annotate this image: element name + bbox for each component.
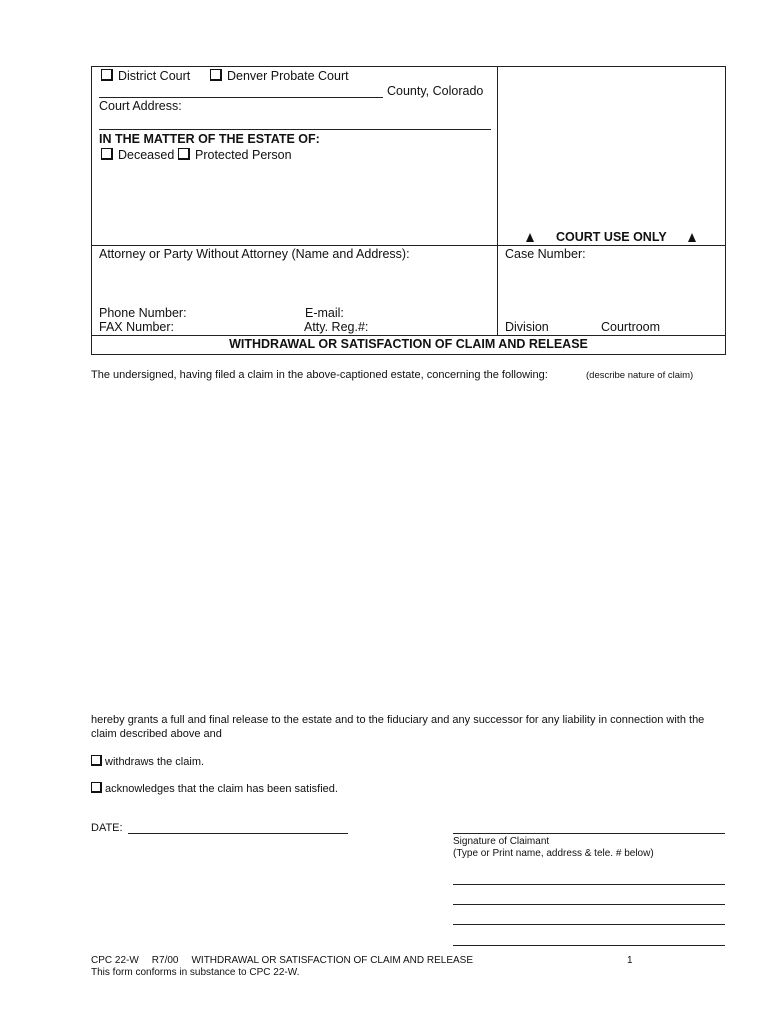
box-top-border: [91, 66, 726, 67]
date-label: DATE:: [91, 822, 123, 834]
estate-heading: IN THE MATTER OF THE ESTATE OF:: [99, 132, 320, 146]
date-blank[interactable]: [128, 833, 348, 834]
checkbox-icon[interactable]: [101, 69, 113, 81]
intro-text: The undersigned, having filed a claim in the above-captioned estate, concerning the following:: [91, 369, 548, 381]
county-blank[interactable]: [99, 97, 383, 98]
release-text-line1: hereby grants a full and final release to the estate and to the fiduciary and any successor for any liability in connection with the: [91, 714, 705, 726]
page-number: 1: [627, 955, 633, 966]
checkbox-icon[interactable]: [101, 148, 113, 160]
checkbox-icon[interactable]: [210, 69, 222, 81]
release-text-line2: claim described above and: [91, 728, 222, 740]
box-left-border: [91, 66, 92, 355]
box-right-border: [725, 66, 726, 355]
court-address-blank[interactable]: [99, 129, 491, 130]
court-use-only-label: COURT USE ONLY: [556, 230, 667, 244]
form-title: WITHDRAWAL OR SATISFACTION OF CLAIM AND RELEASE: [229, 337, 588, 351]
case-number-label: Case Number:: [505, 247, 586, 261]
footer-conformance: This form conforms in substance to CPC 22-W.: [91, 967, 300, 978]
division-label: Division: [505, 320, 549, 334]
arrow-up-icon: [688, 233, 696, 242]
protected-person-option[interactable]: Protected Person: [178, 148, 292, 162]
claimant-info-line[interactable]: [453, 924, 725, 925]
atty-reg-label: Atty. Reg.#:: [304, 320, 369, 334]
county-label: County, Colorado: [387, 84, 484, 98]
checkbox-icon[interactable]: [91, 782, 102, 793]
court-address-label: Court Address:: [99, 99, 182, 113]
denver-probate-court-option[interactable]: Denver Probate Court: [210, 69, 349, 83]
signature-label: Signature of Claimant: [453, 836, 550, 847]
checkbox-icon[interactable]: [178, 148, 190, 160]
deceased-option[interactable]: Deceased: [101, 148, 174, 162]
claimant-info-line[interactable]: [453, 884, 725, 885]
phone-label: Phone Number:: [99, 306, 187, 320]
signature-hint: (Type or Print name, address & tele. # below): [453, 848, 654, 859]
arrow-up-icon: [526, 233, 534, 242]
fax-label: FAX Number:: [99, 320, 175, 334]
checkbox-icon[interactable]: [91, 755, 102, 766]
withdraw-option[interactable]: withdraws the claim.: [91, 755, 204, 768]
claimant-info-line[interactable]: [453, 945, 725, 946]
box-bottom-border: [91, 354, 726, 355]
district-court-option[interactable]: District Court: [101, 69, 190, 83]
intro-hint: (describe nature of claim): [586, 370, 694, 381]
courtroom-label: Courtroom: [601, 320, 661, 334]
footer-line1: CPC 22-W R7/00 WITHDRAWAL OR SATISFACTION OF CLAIM AND RELEASE: [91, 955, 474, 966]
email-label: E-mail:: [305, 306, 344, 320]
signature-blank[interactable]: [453, 833, 725, 834]
box-center-divider: [497, 66, 498, 335]
satisfied-option[interactable]: acknowledges that the claim has been satisfied.: [91, 782, 338, 795]
box-title-divider: [91, 335, 726, 336]
box-row-divider: [91, 245, 726, 246]
claimant-info-line[interactable]: [453, 904, 725, 905]
attorney-label: Attorney or Party Without Attorney (Name and Address):: [99, 247, 410, 261]
